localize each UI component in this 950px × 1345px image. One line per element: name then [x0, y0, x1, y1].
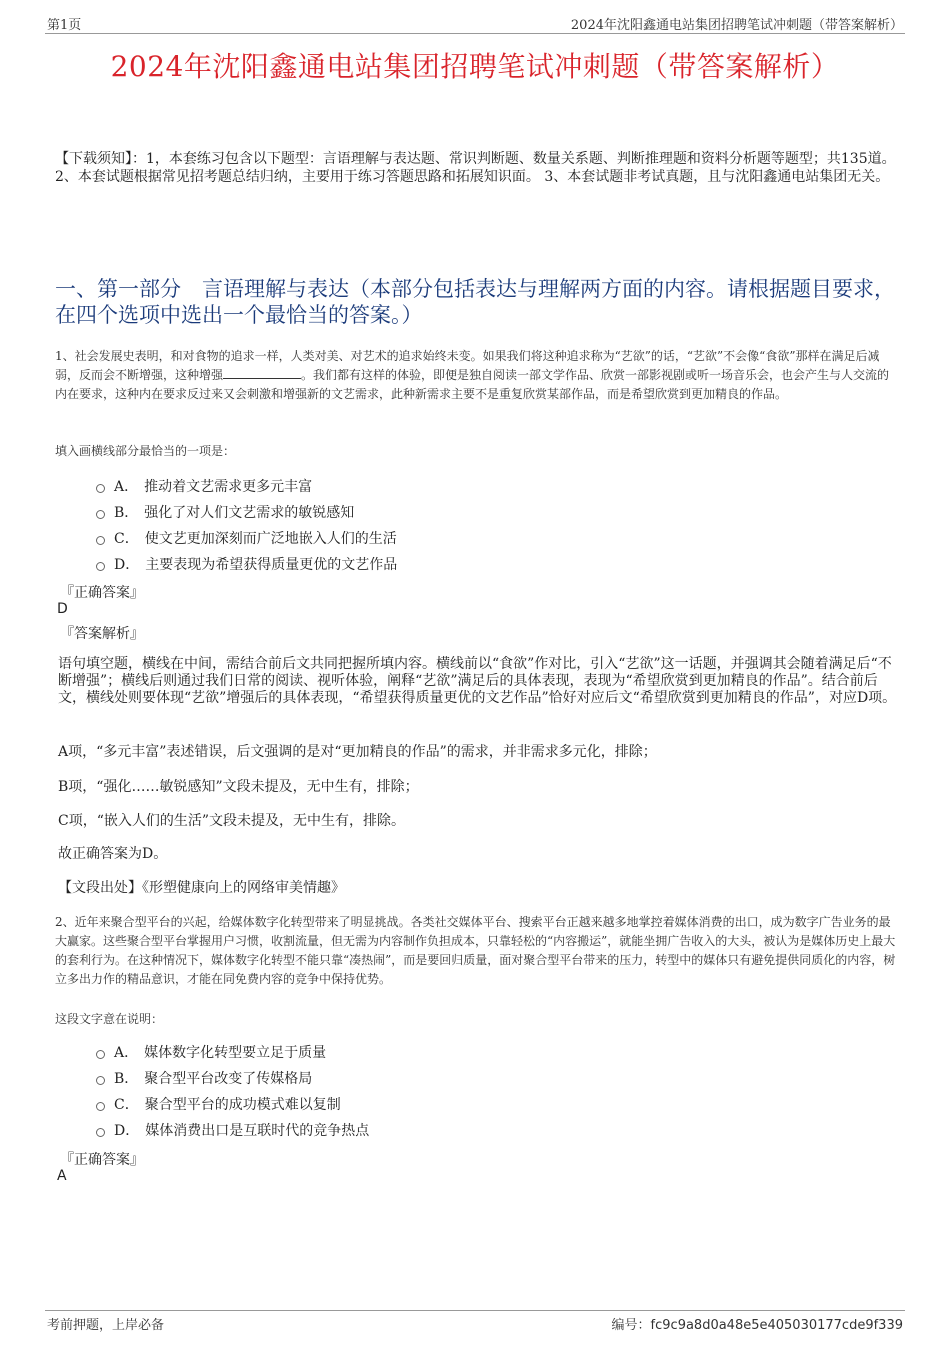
option-text: 强化了对人们文艺需求的敏锐感知 [144, 505, 355, 521]
option-d[interactable]: D． 媒体消费出口是互联时代的竞争热点 [96, 1117, 596, 1143]
radio-icon[interactable] [96, 536, 105, 545]
radio-icon[interactable] [96, 1050, 105, 1059]
page-title: 2024年沈阳鑫通电站集团招聘笔试冲刺题（带答案解析） [110, 50, 840, 83]
radio-icon[interactable] [96, 510, 105, 519]
answer-label: 『正确答案』 [60, 585, 144, 601]
option-text: 聚合型平台的成功模式难以复制 [144, 1097, 341, 1113]
footer-code-value: fc9c9a8d0a48e5e405030177cde9f339 [650, 1318, 903, 1333]
answer-label: 『正确答案』 [60, 1152, 144, 1168]
fill-blank [223, 366, 301, 379]
option-text: 聚合型平台改变了传媒格局 [144, 1071, 313, 1087]
answer-value: A [57, 1168, 67, 1184]
analysis-paragraph: C项，“嵌入人们的生活”文段未提及，无中生有，排除。 [58, 813, 406, 829]
option-b[interactable]: B． 聚合型平台改变了传媒格局 [96, 1065, 596, 1091]
option-a[interactable]: A． 媒体数字化转型要立足于质量 [96, 1039, 596, 1065]
footer-code [612, 1314, 903, 1333]
option-text: 使文艺更加深刻而广泛地嵌入人们的生活 [144, 531, 397, 547]
question-1-options [96, 473, 596, 577]
option-b[interactable]: B． 强化了对人们文艺需求的敏锐感知 [96, 499, 596, 525]
question-2-options [96, 1039, 596, 1143]
analysis-conclusion: 故正确答案为D。 [58, 846, 168, 862]
radio-icon[interactable] [96, 1128, 105, 1137]
analysis-paragraph: B项，“强化……敏锐感知”文段未提及，无中生有，排除； [58, 779, 419, 795]
footer-divider [45, 1310, 905, 1311]
header-doc-title: 2024年沈阳鑫通电站集团招聘笔试冲刺题（带答案解析） [570, 18, 903, 33]
option-text: 推动着文艺需求更多元丰富 [144, 479, 313, 495]
analysis-paragraph: A项，“多元丰富”表述错误，后文强调的是对“更加精良的作品”的需求，并非需求多元化，排除； [58, 744, 657, 760]
answer-value: D [57, 601, 68, 617]
analysis-paragraph: 语句填空题，横线在中间，需结合前后文共同把握所填内容。横线前以“食欲”作对比，引入“艺欲”这一话题，并强调其会随着满足后“不断增强”；横线后则通过我们日常的阅读、视听体验，阐释“艺欲”满足后的具体表现，表现为“希望欣赏到更加精良的作品”。结合前后文，横线处则要体现“艺欲”增强后的具体表现，“希望获得质量更优的文艺作品”恰好对应后文“希望欣赏到更加精良的作品”，对应D项。 [58, 656, 897, 706]
option-text: 媒体数字化转型要立足于质量 [144, 1045, 327, 1061]
option-c[interactable]: C． 聚合型平台的成功模式难以复制 [96, 1091, 596, 1117]
option-a[interactable]: A． 推动着文艺需求更多元丰富 [96, 473, 596, 499]
question-1-prompt: 填入画横线部分最恰当的一项是： [55, 444, 236, 458]
radio-icon[interactable] [96, 562, 105, 571]
analysis-label: 『答案解析』 [60, 626, 144, 642]
radio-icon[interactable] [96, 484, 105, 493]
footer-slogan: 考前押题，上岸必备 [47, 1318, 165, 1333]
download-notice: 【下载须知】：1，本套练习包含以下题型：言语理解与表达题、常识判断题、数量关系题、判断推理题和资料分析题等题型；共135道。 2、本套试题根据常见招考题总结归纳，主要用于练习答题思路和拓展知识面。 3、本套试题非考试真题，且与沈阳鑫通电站集团无关。 [55, 151, 896, 185]
option-text: 媒体消费出口是互联时代的竞争热点 [145, 1123, 370, 1139]
footer-code-label: 编号： [611, 1318, 651, 1333]
section-heading: 一、第一部分 言语理解与表达（本部分包括表达与理解两方面的内容。请根据题目要求，在四个选项中选出一个最恰当的答案。） [55, 277, 895, 327]
radio-icon[interactable] [96, 1102, 105, 1111]
question-1-stem-part2: 。我们都有这样的体验，即便是独自阅读一部文学作品、欣赏一部影视剧或听一场音乐会，也会产生与人交流的内在要求，这种内在要求反过来又会刺激和增强新的文艺需求，此种新需求主要不是重复欣赏某部作品，而是希望欣赏到更加精良的作品。 [55, 368, 890, 401]
radio-icon[interactable] [96, 1076, 105, 1085]
question-1-stem [55, 347, 900, 404]
source-citation: 【文段出处】《形塑健康向上的网络审美情趣》 [58, 880, 345, 896]
option-text: 主要表现为希望获得质量更优的文艺作品 [145, 557, 398, 573]
option-d[interactable]: D． 主要表现为希望获得质量更优的文艺作品 [96, 551, 596, 577]
header-page-label: 第1页 [47, 18, 82, 33]
question-1-stem-part1: 1、社会发展史表明，和对食物的追求一样，人类对美、对艺术的追求始终未变。如果我们将这种追求称为“艺欲”的话，“艺欲”不会像“食欲”那样在满足后减弱，反而会不断增强，这种增强 [55, 349, 880, 382]
question-2-stem: 2、近年来聚合型平台的兴起，给媒体数字化转型带来了明显挑战。各类社交媒体平台、搜索平台正越来越多地掌控着媒体消费的出口，成为数字广告业务的最大赢家。这些聚合型平台掌握用户习惯，收割流量，但无需为内容制作负担成本，只靠轻松的“内容搬运”，就能坐拥广告收入的大头，被认为是媒体历史上最大的套利行为。在这种情况下，媒体数字化转型不能只靠“凑热闹”，而是要回归质量，面对聚合型平台带来的压力，转型中的媒体只有避免提供同质化的内容，树立多出力作的精品意识，才能在同免费内容的竞争中保持优势。 [55, 915, 896, 986]
header-divider [45, 33, 905, 34]
option-c[interactable]: C． 使文艺更加深刻而广泛地嵌入人们的生活 [96, 525, 596, 551]
question-2-prompt: 这段文字意在说明： [55, 1012, 164, 1026]
